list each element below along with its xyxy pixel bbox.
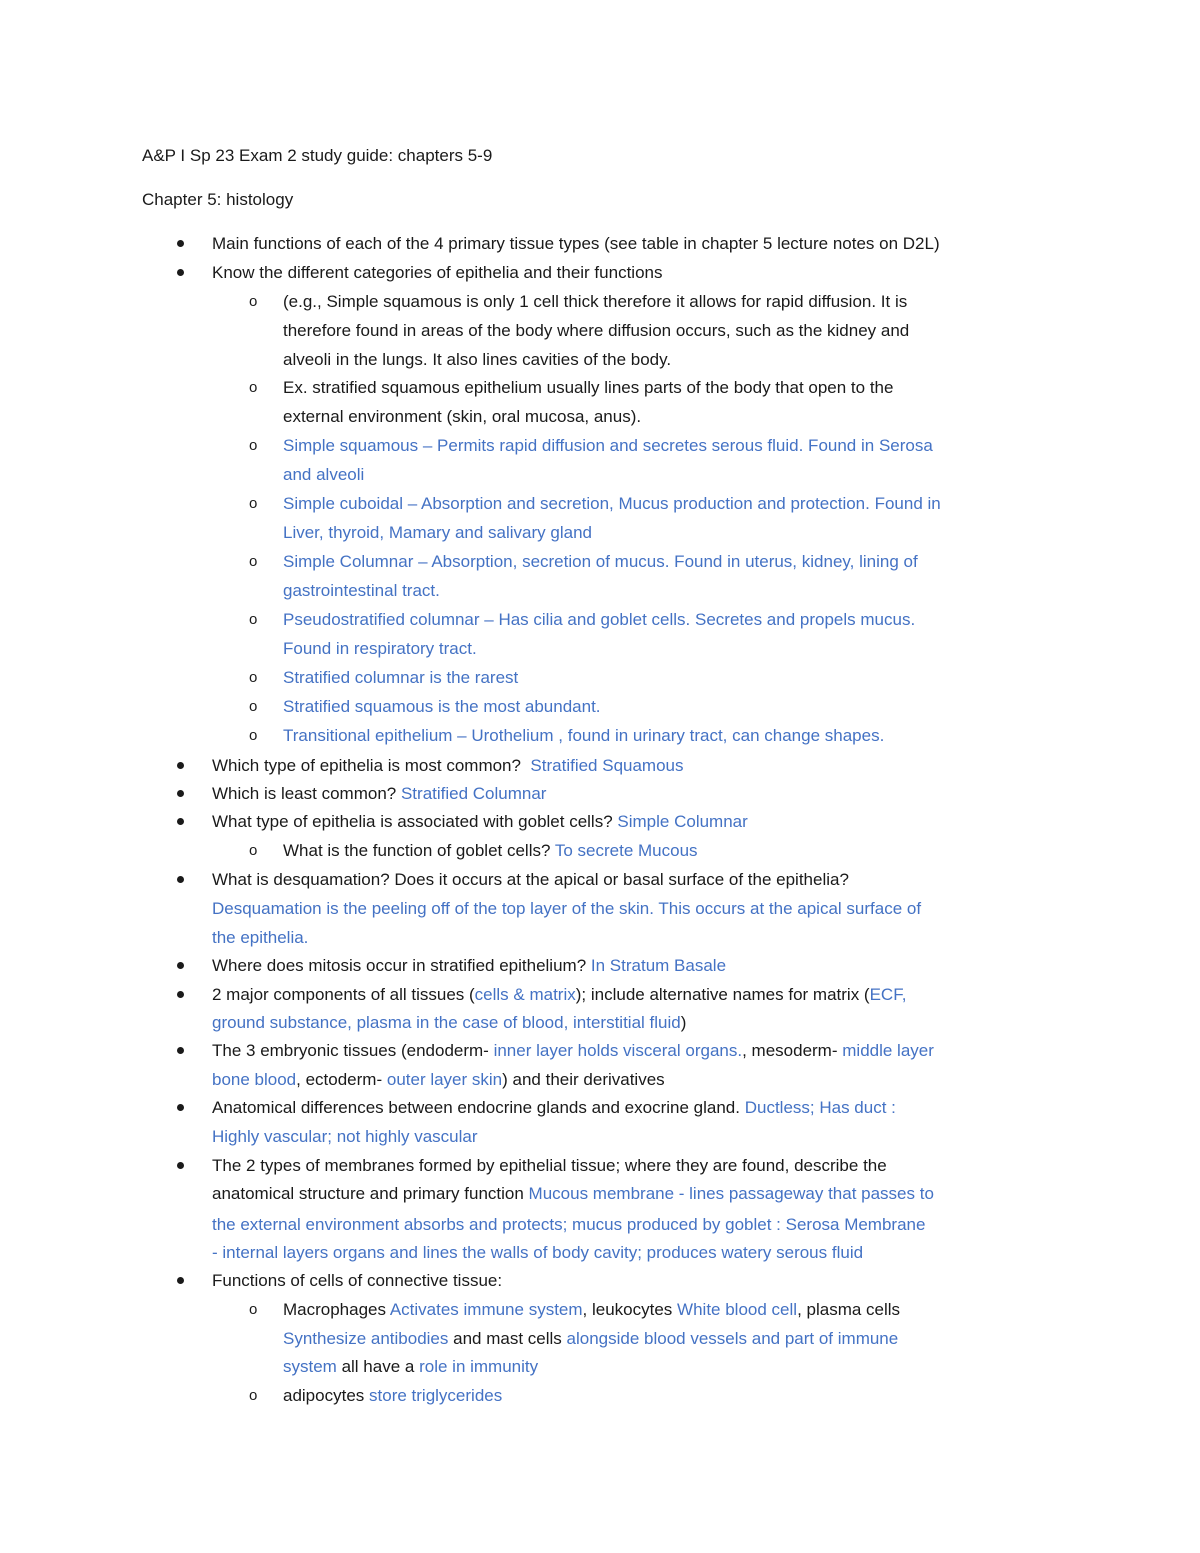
answer-text: system — [283, 1357, 337, 1376]
sub-bullet-icon: o — [249, 293, 258, 310]
answer-text: the external environment absorbs and protects; mucus produced by goblet : Serosa Membrane — [212, 1215, 926, 1234]
question-text: Which is least common? — [212, 784, 397, 803]
question-text: Macrophages — [283, 1300, 387, 1319]
answer-text: Liver, thyroid, Mamary and salivary gland — [283, 523, 592, 542]
question-text: Which type of epithelia is most common? — [212, 756, 521, 775]
question-text: ) and their derivatives — [502, 1070, 665, 1089]
answer-text: Stratified Columnar — [400, 784, 547, 803]
question-text: The 2 types of membranes formed by epithelial tissue; where they are found, describe the — [212, 1156, 887, 1175]
bullet-icon — [177, 1104, 184, 1111]
question-text: Where does mitosis occur in stratified epithelium? — [212, 956, 587, 975]
sub-bullet-icon: o — [249, 698, 258, 715]
sub-bullet-icon: o — [249, 495, 258, 512]
sub-bullet-icon: o — [249, 553, 258, 570]
sub-question-item — [283, 840, 698, 862]
question-text: anatomical structure and primary function — [212, 1184, 524, 1203]
question-text: , ectoderm- — [296, 1070, 383, 1089]
bullet-icon — [177, 991, 184, 998]
answer-text: bone blood — [212, 1070, 297, 1089]
question-text: What type of epithelia is associated with goblet cells? — [212, 812, 613, 831]
answer-text: inner layer holds visceral organs. — [493, 1041, 743, 1060]
list-item: Know the different categories of epithelia and their functions — [212, 263, 663, 282]
sub-bullet-icon: o — [249, 611, 258, 628]
answer-text: White blood cell — [677, 1300, 798, 1319]
answer-text: Stratified Squamous — [530, 756, 684, 775]
answer-text: Found in respiratory tract. — [283, 639, 477, 658]
question-text: 2 major components of all tissues ( — [212, 985, 475, 1004]
question-text: , leukocytes — [582, 1300, 673, 1319]
sub-list-item-cont — [283, 1356, 538, 1378]
answer-text: Simple Columnar — [617, 812, 748, 831]
question-item — [212, 783, 546, 805]
answer-text: Mucous membrane - lines passageway that passes to — [528, 1184, 934, 1203]
answer-text: Pseudostratified columnar – Has cilia and goblet cells. Secretes and propels mucus. — [283, 610, 916, 629]
answer-text: middle layer — [842, 1041, 934, 1060]
sub-list-item-cont — [283, 1328, 898, 1350]
sub-list-item-cont: external environment (skin, oral mucosa, anus). — [283, 407, 642, 426]
bullet-icon — [177, 762, 184, 769]
answer-text: and alveoli — [283, 465, 365, 484]
question-text: What is desquamation? Does it occurs at the apical or basal surface of the epithelia? — [212, 870, 849, 889]
list-item-cont — [212, 1012, 686, 1034]
answer-text: Transitional epithelium – Urothelium , found in urinary tract, can change shapes. — [283, 726, 885, 745]
bullet-icon — [177, 269, 184, 276]
answer-text: Synthesize antibodies — [283, 1329, 449, 1348]
answer-text: Ductless; Has duct : — [744, 1098, 896, 1117]
question-item — [212, 955, 726, 977]
sub-bullet-icon: o — [249, 379, 258, 396]
bullet-icon — [177, 962, 184, 969]
question-text: ); include alternative names for matrix ( — [575, 985, 870, 1004]
bullet-icon — [177, 240, 184, 247]
answer-text: In Stratum Basale — [590, 956, 727, 975]
sub-list-item: Ex. stratified squamous epithelium usually lines parts of the body that open to the — [283, 378, 894, 397]
bullet-icon — [177, 1162, 184, 1169]
answer-text: Stratified columnar is the rarest — [283, 668, 519, 687]
sub-bullet-icon: o — [249, 437, 258, 454]
answer-text: To secrete Mucous — [554, 841, 698, 860]
question-text: What is the function of goblet cells? — [283, 841, 551, 860]
answer-text: Simple Columnar – Absorption, secretion of mucus. Found in uterus, kidney, lining of — [283, 552, 918, 571]
answer-text: ECF, — [869, 985, 907, 1004]
question-text: all have a — [341, 1357, 415, 1376]
question-item — [212, 755, 684, 777]
answer-text: Simple squamous – Permits rapid diffusion and secretes serous fluid. Found in Serosa — [283, 436, 933, 455]
list-item — [212, 1097, 896, 1119]
sub-list-item: (e.g., Simple squamous is only 1 cell thick therefore it allows for rapid diffusion. It is — [283, 292, 908, 311]
sub-list-item-cont: alveoli in the lungs. It also lines cavities of the body. — [283, 350, 672, 369]
answer-text: cells & matrix — [474, 985, 576, 1004]
list-item — [212, 984, 906, 1006]
question-text: adipocytes — [283, 1386, 365, 1405]
answer-text: alongside blood vessels and part of immune — [566, 1329, 899, 1348]
question-text: , plasma cells — [797, 1300, 901, 1319]
question-text: , mesoderm- — [742, 1041, 838, 1060]
answer-text: the epithelia. — [212, 928, 309, 947]
sub-bullet-icon: o — [249, 669, 258, 686]
sub-list-item — [283, 1299, 900, 1321]
chapter-heading: Chapter 5: histology — [142, 190, 294, 209]
answer-text: gastrointestinal tract. — [283, 581, 440, 600]
answer-text: Simple cuboidal – Absorption and secretion, Mucus production and protection. Found in — [283, 494, 941, 513]
question-text: and mast cells — [448, 1329, 562, 1348]
sub-bullet-icon: o — [249, 727, 258, 744]
bullet-icon — [177, 1277, 184, 1284]
sub-bullet-icon: o — [249, 842, 258, 859]
bullet-icon — [177, 790, 184, 797]
sub-bullet-icon: o — [249, 1387, 258, 1404]
question-text: The 3 embryonic tissues (endoderm- — [212, 1041, 489, 1060]
list-item: Main functions of each of the 4 primary tissue types (see table in chapter 5 lecture notes on D2L) — [212, 234, 940, 253]
list-item-cont — [212, 1183, 934, 1205]
question-text: Anatomical differences between endocrine glands and exocrine gland. — [212, 1098, 740, 1117]
answer-text: Highly vascular; not highly vascular — [212, 1127, 478, 1146]
list-item: Functions of cells of connective tissue: — [212, 1271, 503, 1290]
list-item — [212, 1040, 934, 1062]
answer-text: store triglycerides — [369, 1386, 503, 1405]
question-text: ) — [680, 1013, 687, 1032]
bullet-icon — [177, 876, 184, 883]
document-title: A&P I Sp 23 Exam 2 study guide: chapters 5-9 — [142, 146, 493, 165]
question-item — [212, 811, 748, 833]
answer-text: Activates immune system — [389, 1300, 583, 1319]
answer-text: outer layer skin — [386, 1070, 503, 1089]
sub-bullet-icon: o — [249, 1301, 258, 1318]
bullet-icon — [177, 1047, 184, 1054]
list-item-cont — [212, 1069, 665, 1091]
answer-text: ground substance, plasma in the case of blood, interstitial fluid — [212, 1013, 681, 1032]
sub-list-item — [283, 1385, 502, 1407]
bullet-icon — [177, 818, 184, 825]
answer-text: Desquamation is the peeling off of the top layer of the skin. This occurs at the apical surface of — [212, 899, 922, 918]
answer-text: Stratified squamous is the most abundant. — [283, 697, 601, 716]
answer-text: role in immunity — [419, 1357, 539, 1376]
answer-text: - internal layers organs and lines the walls of body cavity; produces watery serous fluid — [212, 1243, 864, 1262]
sub-list-item-cont: therefore found in areas of the body where diffusion occurs, such as the kidney and — [283, 321, 910, 340]
